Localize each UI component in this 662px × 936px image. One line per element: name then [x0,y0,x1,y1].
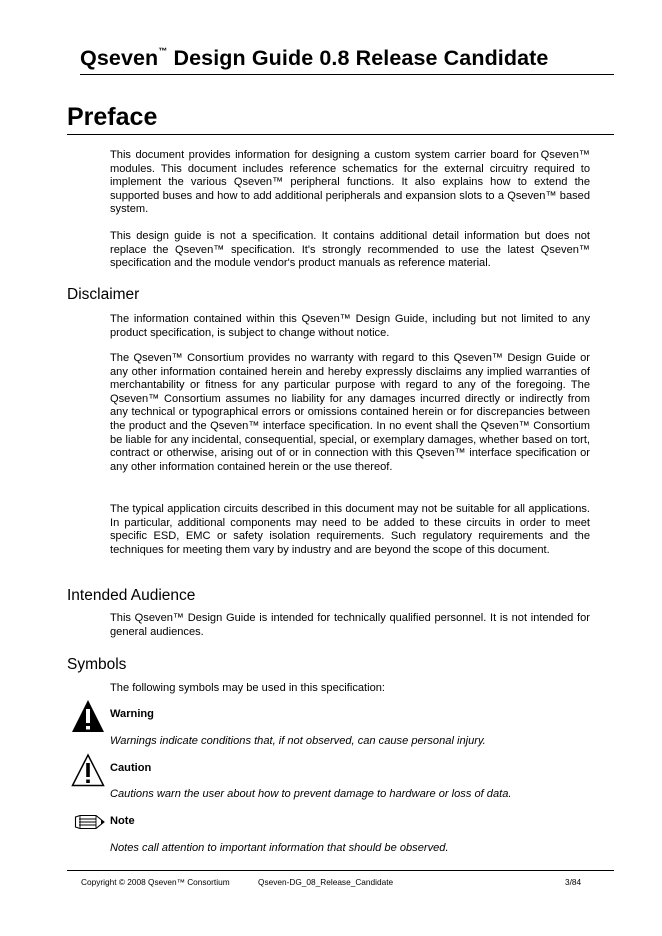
preface-heading: Preface [67,103,614,135]
warning-description: Warnings indicate conditions that, if not observed, can cause personal injury. [110,735,486,747]
symbols-heading: Symbols [67,656,127,673]
note-description: Notes call attention to important information that should be observed. [110,842,449,854]
footer-copyright: Copyright © 2008 Qseven™ Consortium [81,877,230,887]
caution-description: Cautions warn the user about how to prevent damage to hardware or loss of data. [110,788,512,800]
disclaimer-paragraph-1: The information contained within this Qseven™ Design Guide, including but not limited to any product specification, is subject to change without notice. [110,313,590,339]
intended-audience-heading: Intended Audience [67,587,196,604]
disclaimer-paragraph-3: The typical application circuits described in this document may not be suitable for all applications. In particular, additional components may need to be added to these circuits in order to meet specific ESD, EMC or safety isolation requirements. Such regulatory requirements and the techniques for meeting them vary by industry and are beyond the scope of this document. [110,503,590,556]
note-pencil-icon [74,813,106,831]
caution-icon [71,753,105,787]
preface-paragraph-2: This design guide is not a specification. It contains additional detail information but does not replace the Qseven™ specification. It's strongly recommended to use the latest Qseven™ specification and the module vendor's product manuals as reference material. [110,230,590,270]
page-header [80,46,614,75]
footer-document-id: Qseven-DG_08_Release_Candidate [258,877,394,887]
trademark-sign: ™ [158,46,168,56]
document-title: Qseven™ Design Guide 0.8 Release Candidate [80,46,549,70]
intended-audience-paragraph: This Qseven™ Design Guide is intended for technically qualified personnel. It is not intended for general audiences. [110,612,590,638]
disclaimer-paragraph-2: The Qseven™ Consortium provides no warranty with regard to this Qseven™ Design Guide or any other information contained herein and hereby expressly disclaims any implied warranties of merchantability or fitness for any particular purpose with regard to any of the foregoing. The Qseven™ Consortium assumes no liability for any damages incurred directly or indirectly from any technical or typographical errors or omissions contained herein or for discrepancies between the product and the Qseven™ interface specification. In no event shall the Qseven™ Consortium be liable for any incidental, consequential, special, or exemplary damages, whether based on tort, contract or otherwise, arising out of or in connection with this Qseven™ interface specification or any other information contained herein or the use thereof. [110,352,590,473]
note-label: Note [110,815,135,827]
footer-page-number: 3/84 [565,877,582,887]
disclaimer-heading: Disclaimer [67,286,140,303]
symbols-intro: The following symbols may be used in this specification: [110,682,386,694]
preface-paragraph-1: This document provides information for designing a custom system carrier board for Qseven™ modules. This document includes reference schematics for the external circuitry required to implement the various Qseven™ peripheral functions. It also explains how to extend the supported buses and how to add additional peripherals and expansion slots to a Qseven™ based system. [110,149,590,216]
warning-icon [71,699,105,733]
warning-label: Warning [110,708,154,720]
caution-label: Caution [110,762,152,774]
footer-divider [67,870,614,871]
